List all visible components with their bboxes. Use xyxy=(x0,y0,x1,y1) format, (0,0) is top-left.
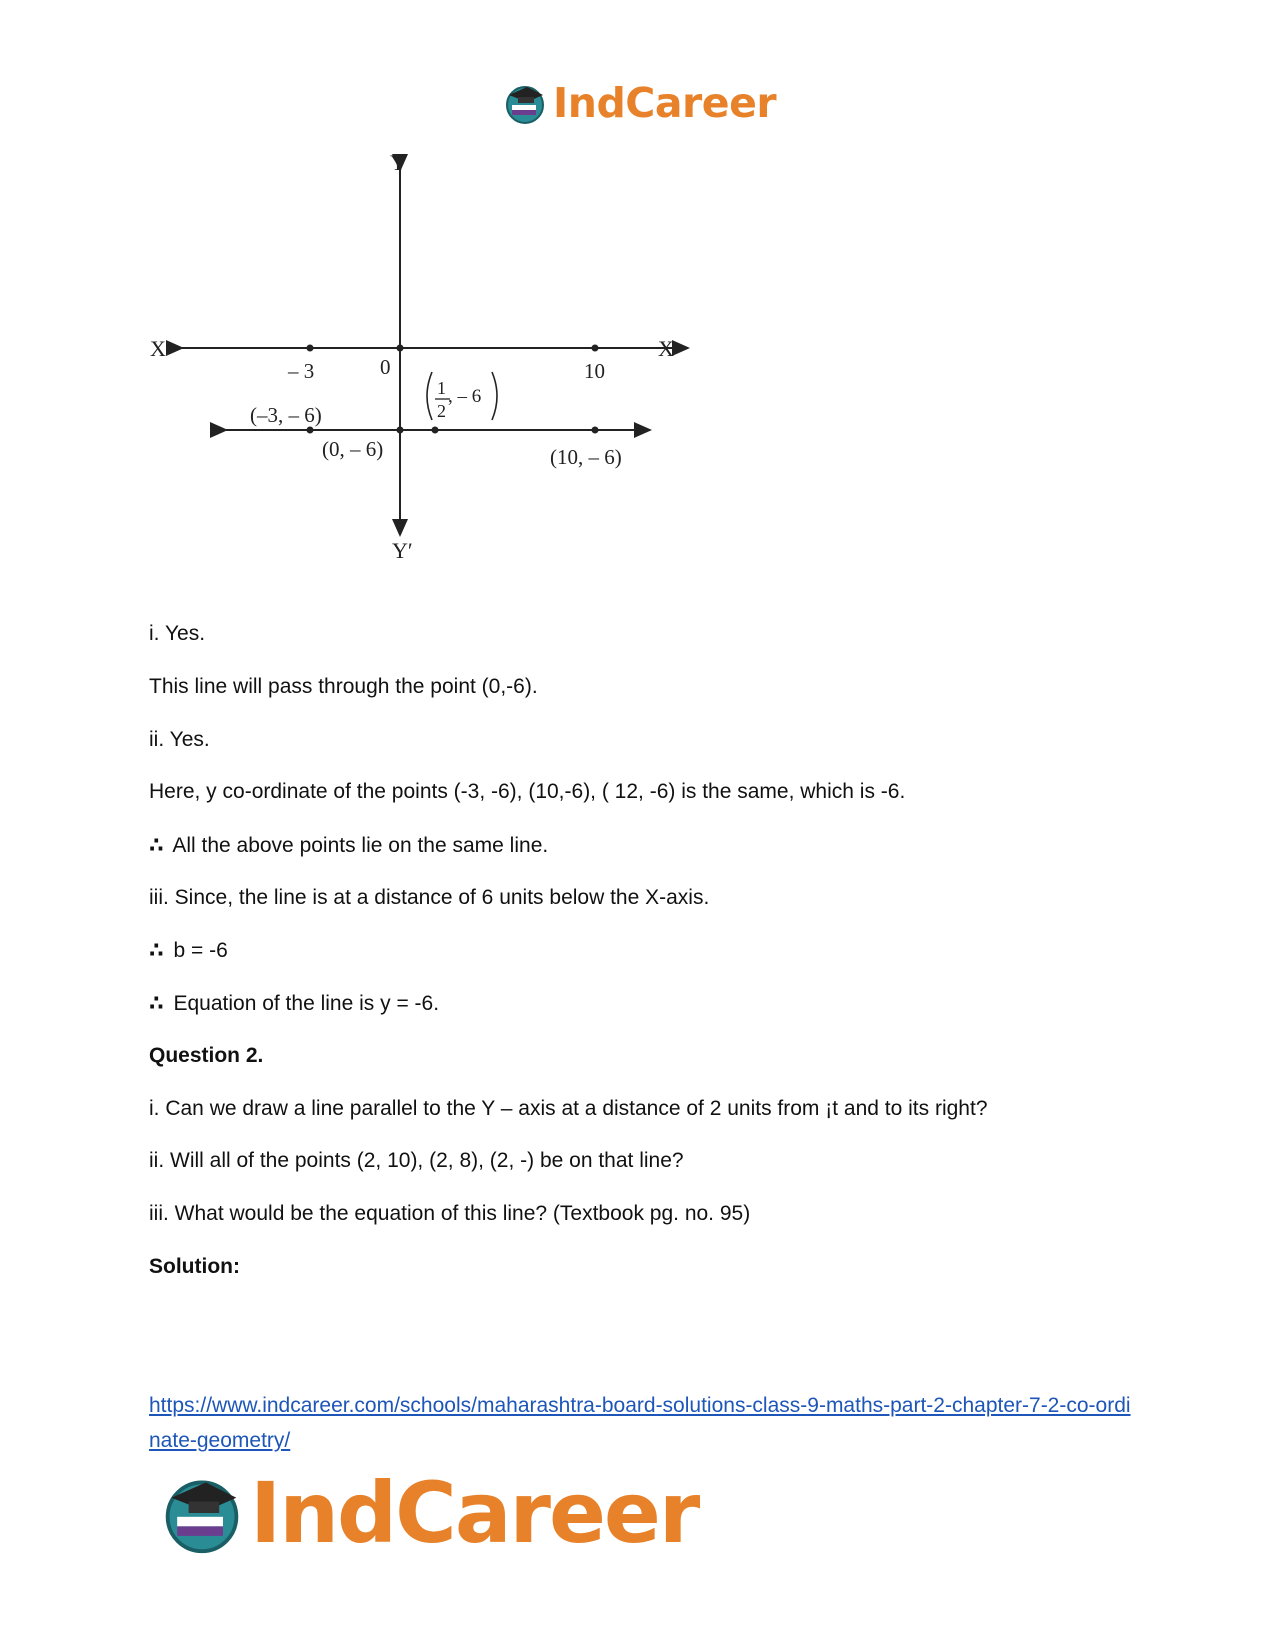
axis-label-y-neg: Y′ xyxy=(392,538,413,563)
question-2-part-ii: ii. Will all of the points (2, 10), (2, 8), (2, -) be on that line? xyxy=(149,1149,684,1172)
therefore-equation-text: Equation of the line is y = -6. xyxy=(173,992,440,1015)
therefore-symbol: ∴ xyxy=(149,991,164,1015)
graduation-cap-globe-icon xyxy=(503,81,547,125)
point-half-neg6 xyxy=(432,427,439,434)
answer-iii: iii. Since, the line is at a distance of 6 units below the X-axis. xyxy=(149,886,710,909)
point-10-neg6 xyxy=(592,427,599,434)
question-2-part-iii: iii. What would be the equation of this line? (Textbook pg. no. 95) xyxy=(149,1202,751,1225)
point-origin xyxy=(397,345,404,352)
therefore-b-text: b = -6 xyxy=(173,939,228,962)
half-denominator: 2 xyxy=(437,401,446,421)
point-0-neg6 xyxy=(397,427,404,434)
point-label-half-neg6 xyxy=(427,372,497,421)
indcareer-logo-top xyxy=(503,78,776,128)
therefore-same-line xyxy=(149,831,548,860)
therefore-same-line-text: All the above points lie on the same line. xyxy=(172,834,549,857)
answer-i-detail: This line will pass through the point (0,-6). xyxy=(149,675,538,698)
question-2-part-i: i. Can we draw a line parallel to the Y – axis at a distance of 2 units from ¡t and to its right? xyxy=(149,1097,988,1120)
solution-heading: Solution: xyxy=(149,1255,240,1278)
source-link[interactable]: https://www.indcareer.com/schools/maharashtra-board-solutions-class-9-maths-part-2-chapter-7-2-co-ordinate-geometry/ xyxy=(149,1394,1131,1452)
point-neg3-0 xyxy=(307,345,314,352)
therefore-equation xyxy=(149,989,439,1018)
therefore-symbol: ∴ xyxy=(149,938,164,962)
answer-ii-detail: Here, y co-ordinate of the points (-3, -6), (10,-6), ( 12, -6) is the same, which is -6. xyxy=(149,780,906,803)
tick-label-10: 10 xyxy=(584,359,605,383)
answer-i: i. Yes. xyxy=(149,622,206,645)
half-numerator: 1 xyxy=(437,378,446,398)
point-10-0 xyxy=(592,345,599,352)
graduation-cap-globe-icon xyxy=(160,1471,244,1555)
axis-label-y: Y xyxy=(390,150,406,175)
coordinate-graph xyxy=(140,150,740,590)
brand-wordmark-top: IndCareer xyxy=(553,79,777,127)
point-neg3-neg6 xyxy=(307,427,314,434)
origin-label: 0 xyxy=(380,355,391,379)
half-rest: , – 6 xyxy=(448,386,482,407)
point-label-10-neg6: (10, – 6) xyxy=(550,445,622,469)
point-label-0-neg6: (0, – 6) xyxy=(322,437,384,461)
therefore-symbol: ∴ xyxy=(149,833,164,857)
brand-wordmark-bottom: IndCareer xyxy=(250,1464,699,1562)
therefore-b xyxy=(149,936,228,965)
point-label-neg3-neg6: (–3, – 6) xyxy=(250,403,322,427)
axis-label-x-neg: X′ xyxy=(150,336,171,361)
tick-label-neg3: – 3 xyxy=(288,359,315,383)
question-2-heading: Question 2. xyxy=(149,1044,264,1067)
answer-ii: ii. Yes. xyxy=(149,728,210,751)
axis-label-x: X xyxy=(658,336,674,361)
indcareer-logo-bottom xyxy=(160,1464,699,1562)
